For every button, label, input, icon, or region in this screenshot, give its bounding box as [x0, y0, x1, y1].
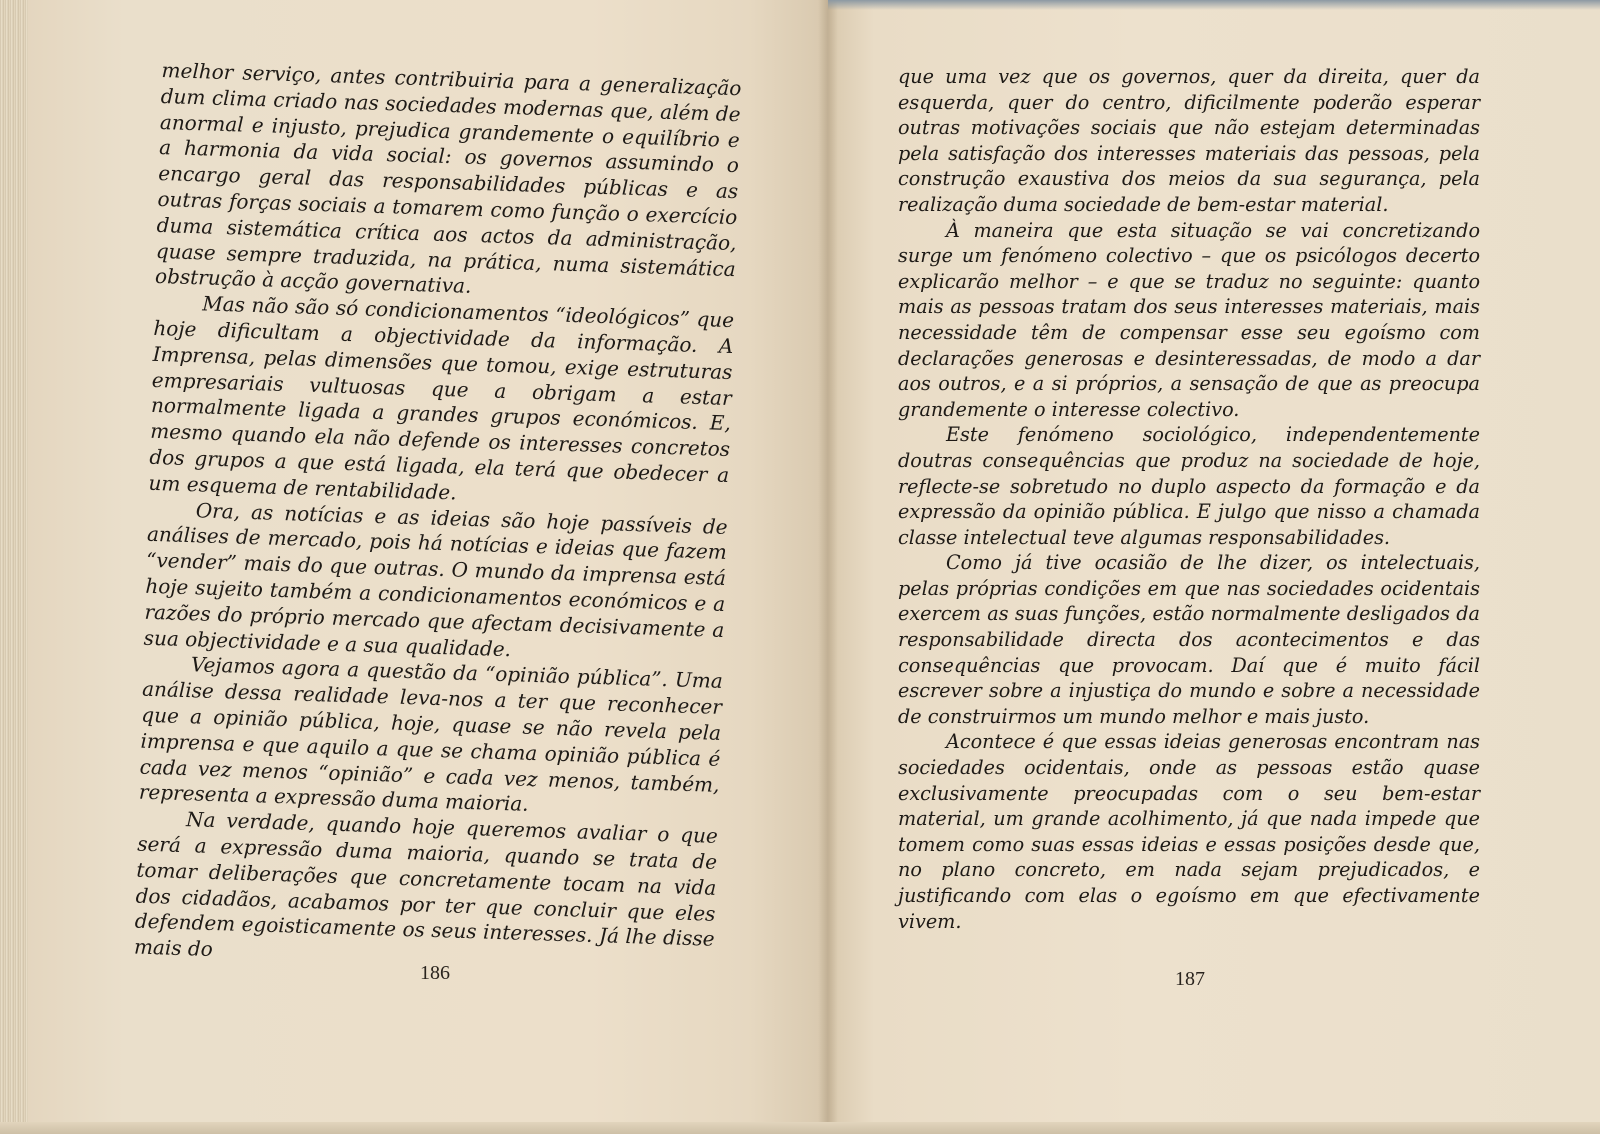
right-page-text: [898, 64, 1480, 934]
paragraph: Acontece é que essas ideias generosas encontram nas sociedades ocidentais, onde as pessoas estão quase exclusivamente preocupadas com o seu bem-estar material, um grande acolhimento, já que nada impede que tomem como suas essas ideias e essas posições desde que, no plano concreto, em nada sejam prejudicados, e justificando com elas o egoísmo em que efectivamente vivem.: [898, 730, 1480, 933]
paragraph: Este fenómeno sociológico, independentemente doutras consequências que produz na sociedade de hoje, reflecte-se sobretudo no duplo aspecto da formação e da expressão da opinião pública. E julgo que nisso a chamada classe intelectual teve algumas responsabilidades.: [898, 423, 1480, 549]
bottom-page-edge: [0, 1122, 1600, 1134]
page-number-left: 186: [420, 962, 450, 984]
paragraph: Ora, as notícias e as ideias são hoje passíveis de análises de mercado, pois há notícias e ideias que fazem “vender” mais do que outras. O mundo da imprensa está hoje sujeito também a condicionamentos económicos e a razões do próprio mercado que afectam decisivamente a sua objectividade e a sua qualidade.: [143, 497, 728, 661]
paragraph: Como já tive ocasião de lhe dizer, os intelectuais, pelas próprias condições em que nas sociedades ocidentais exercem as suas funções, estão normalmente desligados da responsabilidade directa dos acontecimentos e das consequências que provocam. Daí que é muito fácil escrever sobre a injustiça do mundo e sobre a necessidade de construirmos um mundo melhor e mais justo.: [898, 551, 1480, 728]
left-page-text: [134, 58, 742, 979]
page-edges: [0, 0, 28, 1134]
book-gutter: [818, 0, 838, 1134]
paragraph: Mas não são só condicionamentos “ideológicos” que hoje dificultam a objectividade da informação. A Imprensa, pelas dimensões que tomou, exige estruturas empresariais vultuosas que a obrigam a estar normalmente ligada a grandes grupos económicos. E, mesmo quando ela não defende os interesses concretos dos grupos a que está ligada, ela terá que obedecer a um esquema de rentabilidade.: [148, 291, 735, 505]
paragraph: melhor serviço, antes contribuiria para a generalização dum clima criado nas sociedades modernas que, além de anormal e injusto, prejudica grandemente o equilíbrio e a harmonia da vida social: os governos assumindo o encargo geral das responsabilidades públicas e as outras forças sociais a tomarem como função o exercício duma sistemática crítica aos actos da administração, quase sempre traduzida, na prática, numa sistemática obstrução à acção governativa.: [154, 58, 742, 299]
paragraph: Vejamos agora a questão da “opinião pública”. Uma análise dessa realidade leva-nos a ter que reconhecer que a opinião pública, hoje, quase se não revela pela imprensa e que aquilo a que se chama opinião pública é cada vez menos “opinião” e cada vez menos, também, representa a expressão duma maioria.: [138, 652, 724, 817]
paragraph: Na verdade, quando hoje queremos avaliar o que será a expressão duma maioria, quando se trata de tomar deliberações que concretamente tocam na vida dos cidadãos, acabamos por ter que concluir que eles defendem egoisticamente os seus interesses. Já lhe disse mais do: [133, 807, 719, 962]
scan-shadow: [828, 0, 1600, 10]
paragraph: que uma vez que os governos, quer da direita, quer da esquerda, quer do centro, dificilmente poderão esperar outras motivações sociais que não estejam determinadas pela satisfação dos interesses materiais das pessoas, pela construção exaustiva dos meios da sua segurança, pela realização duma sociedade de bem-estar material.: [898, 65, 1480, 216]
paragraph: À maneira que esta situação se vai concretizando surge um fenómeno colectivo – que os psicólogos decerto explicarão melhor – e que se traduz no seguinte: quanto mais as pessoas tratam dos seus interesses materiais, mais necessidade têm de compensar esse seu egoísmo com declarações generosas e desinteressadas, de modo a dar aos outros, e a si próprios, a sensação de que as preocupa grandemente o interesse colectivo.: [898, 218, 1480, 421]
page-number-right: 187: [1175, 968, 1205, 990]
